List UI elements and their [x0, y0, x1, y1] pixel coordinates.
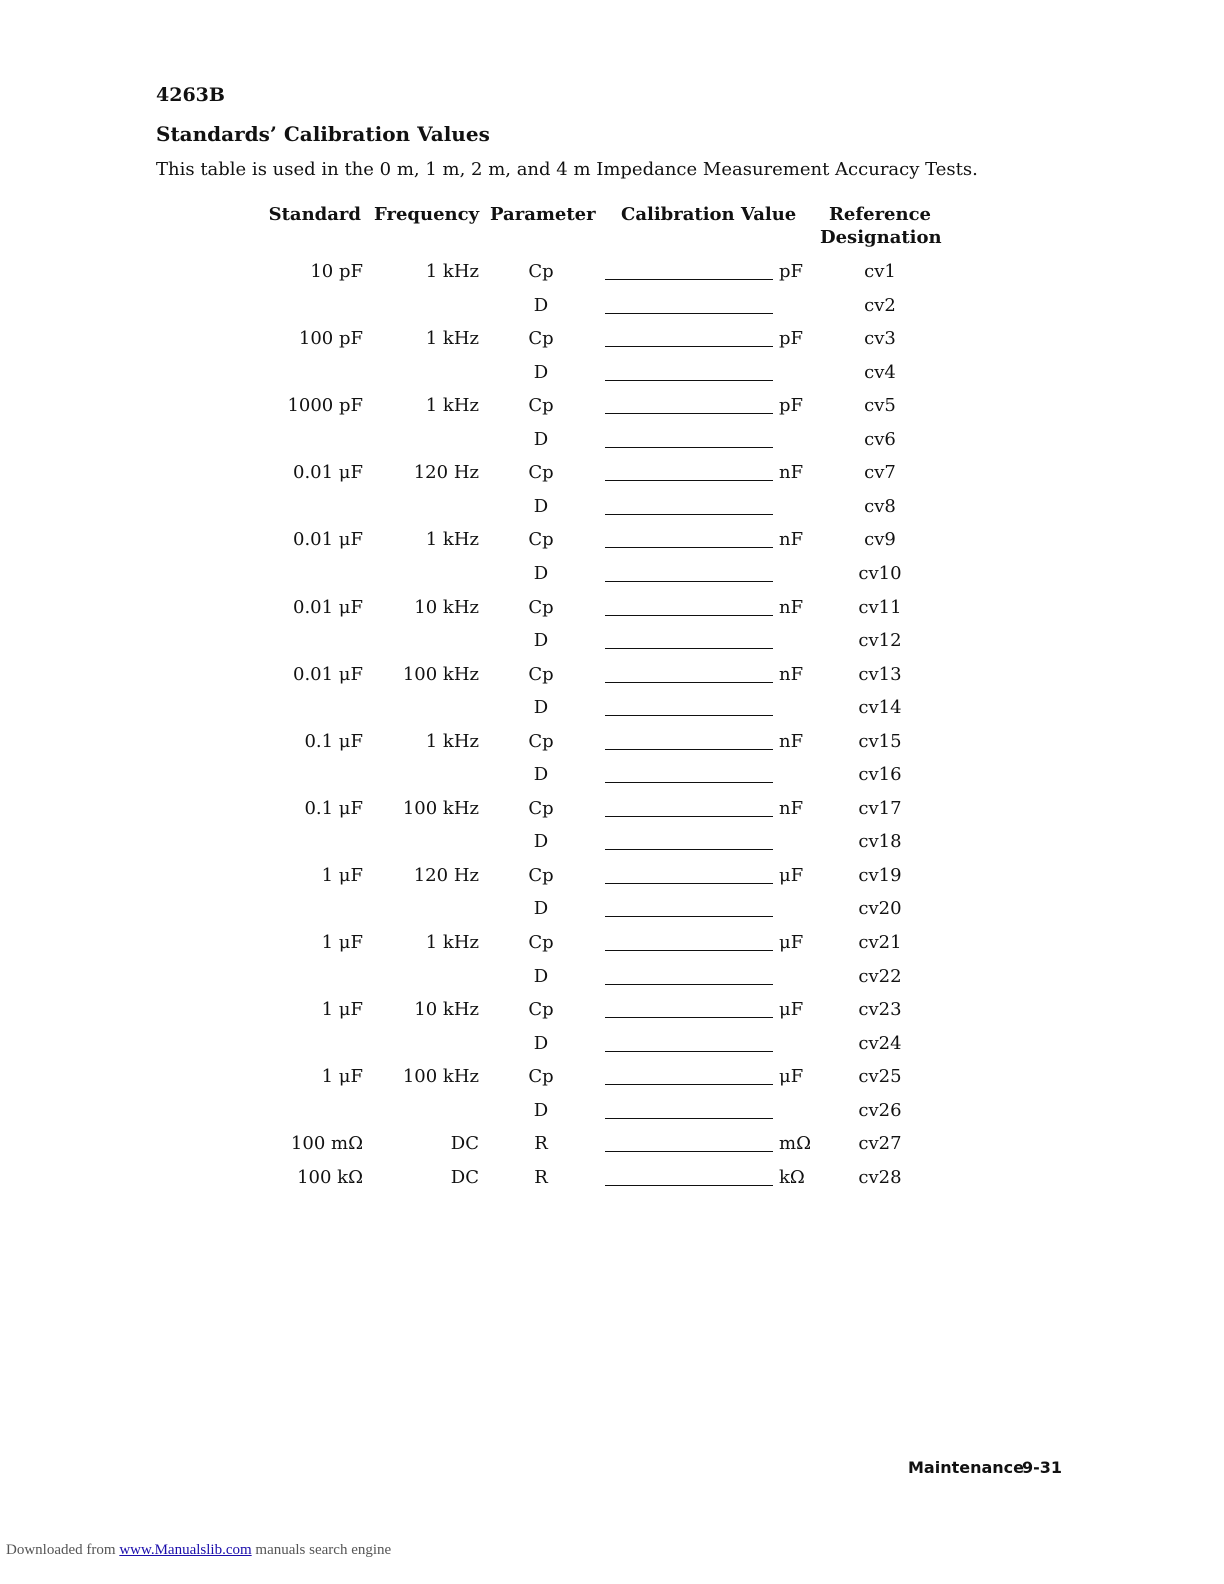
reference-cell: cv26 [858, 1100, 902, 1121]
reference-cell: cv28 [858, 1167, 902, 1188]
unit-cell: μF [779, 999, 804, 1020]
calibration-value-blank[interactable] [605, 313, 773, 314]
table-row [0, 1166, 1224, 1190]
frequency-cell: 100 kHz [402, 1066, 479, 1087]
header-parameter: Parameter [490, 204, 596, 225]
unit-cell: μF [779, 1066, 804, 1087]
reference-cell: cv11 [858, 597, 902, 618]
calibration-value-blank[interactable] [605, 984, 773, 985]
frequency-cell: 100 kHz [402, 664, 479, 685]
unit-cell: μF [779, 865, 804, 886]
download-watermark [6, 1542, 391, 1559]
parameter-cell: Cp [528, 529, 554, 550]
reference-cell: cv23 [858, 999, 902, 1020]
header-standard: Standard [268, 204, 361, 225]
calibration-value-blank[interactable] [605, 950, 773, 951]
standard-cell: 0.1 μF [304, 798, 363, 819]
parameter-cell: Cp [528, 462, 554, 483]
calibration-value-blank[interactable] [605, 816, 773, 817]
frequency-cell: 120 Hz [413, 462, 479, 483]
reference-cell: cv4 [864, 362, 896, 383]
reference-cell: cv25 [858, 1066, 902, 1087]
frequency-cell: 1 kHz [425, 932, 479, 953]
parameter-cell: D [533, 563, 549, 584]
reference-cell: cv18 [858, 831, 902, 852]
unit-cell: pF [779, 395, 804, 416]
parameter-cell: D [533, 1033, 549, 1054]
calibration-value-blank[interactable] [605, 1185, 773, 1186]
calibration-value-blank[interactable] [605, 1017, 773, 1018]
table-row [0, 730, 1224, 754]
calibration-value-blank[interactable] [605, 883, 773, 884]
calibration-value-blank[interactable] [605, 547, 773, 548]
parameter-cell: Cp [528, 328, 554, 349]
frequency-cell: 1 kHz [425, 529, 479, 550]
parameter-cell: Cp [528, 731, 554, 752]
header-calibration-value: Calibration Value [621, 204, 797, 225]
calibration-value-blank[interactable] [605, 1118, 773, 1119]
unit-cell: nF [779, 731, 804, 752]
parameter-cell: Cp [528, 865, 554, 886]
calibration-value-blank[interactable] [605, 480, 773, 481]
table-row [0, 696, 1224, 720]
calibration-value-blank[interactable] [605, 279, 773, 280]
reference-cell: cv22 [858, 966, 902, 987]
table-row [0, 1099, 1224, 1123]
parameter-cell: D [533, 362, 549, 383]
standard-cell: 100 kΩ [297, 1167, 363, 1188]
calibration-value-blank[interactable] [605, 682, 773, 683]
reference-cell: cv17 [858, 798, 902, 819]
parameter-cell: Cp [528, 798, 554, 819]
table-row [0, 596, 1224, 620]
parameter-cell: D [533, 630, 549, 651]
calibration-value-blank[interactable] [605, 749, 773, 750]
table-row [0, 1065, 1224, 1089]
reference-cell: cv14 [858, 697, 902, 718]
calibration-value-blank[interactable] [605, 413, 773, 414]
reference-cell: cv8 [864, 496, 896, 517]
parameter-cell: R [534, 1167, 548, 1188]
calibration-value-blank[interactable] [605, 916, 773, 917]
parameter-cell: D [533, 764, 549, 785]
frequency-cell: DC [450, 1167, 479, 1188]
unit-cell: nF [779, 597, 804, 618]
standard-cell: 10 pF [310, 261, 363, 282]
table-row [0, 495, 1224, 519]
unit-cell: mΩ [779, 1133, 811, 1154]
table-row [0, 864, 1224, 888]
table-row [0, 897, 1224, 921]
standard-cell: 1 μF [321, 865, 363, 886]
unit-cell: nF [779, 798, 804, 819]
parameter-cell: Cp [528, 932, 554, 953]
page-number: 9-31 [1022, 1458, 1063, 1477]
parameter-cell: Cp [528, 1066, 554, 1087]
reference-cell: cv12 [858, 630, 902, 651]
frequency-cell: 10 kHz [414, 597, 479, 618]
table-row [0, 528, 1224, 552]
unit-cell: nF [779, 529, 804, 550]
table-row [0, 260, 1224, 284]
reference-cell: cv24 [858, 1033, 902, 1054]
calibration-value-blank[interactable] [605, 615, 773, 616]
parameter-cell: D [533, 697, 549, 718]
standard-cell: 1 μF [321, 999, 363, 1020]
unit-cell: μF [779, 932, 804, 953]
table-row [0, 797, 1224, 821]
frequency-cell: 1 kHz [425, 731, 479, 752]
table-row [0, 461, 1224, 485]
table-row [0, 428, 1224, 452]
parameter-cell: D [533, 966, 549, 987]
watermark-suffix: manuals search engine [251, 1542, 392, 1558]
frequency-cell: 1 kHz [425, 328, 479, 349]
table-row [0, 998, 1224, 1022]
standard-cell: 0.01 μF [293, 462, 363, 483]
reference-cell: cv2 [864, 295, 896, 316]
reference-cell: cv20 [858, 898, 902, 919]
reference-cell: cv27 [858, 1133, 902, 1154]
table-row [0, 1032, 1224, 1056]
parameter-cell: Cp [528, 999, 554, 1020]
table-row [0, 327, 1224, 351]
calibration-value-blank[interactable] [605, 715, 773, 716]
calibration-value-blank[interactable] [605, 346, 773, 347]
reference-cell: cv21 [858, 932, 902, 953]
frequency-cell: 1 kHz [425, 395, 479, 416]
table-row [0, 965, 1224, 989]
reference-cell: cv1 [864, 261, 896, 282]
frequency-cell: 120 Hz [413, 865, 479, 886]
standard-cell: 100 pF [298, 328, 363, 349]
reference-cell: cv15 [858, 731, 902, 752]
parameter-cell: D [533, 496, 549, 517]
reference-cell: cv3 [864, 328, 896, 349]
reference-cell: cv19 [858, 865, 902, 886]
intro-text: This table is used in the 0 m, 1 m, 2 m, and 4 m Impedance Measurement Accuracy Tests. [156, 159, 978, 180]
reference-cell: cv16 [858, 764, 902, 785]
reference-cell: cv6 [864, 429, 896, 450]
parameter-cell: Cp [528, 395, 554, 416]
calibration-value-blank[interactable] [605, 1084, 773, 1085]
table-row [0, 562, 1224, 586]
frequency-cell: 1 kHz [425, 261, 479, 282]
table-row [0, 294, 1224, 318]
reference-cell: cv5 [864, 395, 896, 416]
calibration-value-blank[interactable] [605, 514, 773, 515]
table-row [0, 361, 1224, 385]
parameter-cell: Cp [528, 261, 554, 282]
frequency-cell: 100 kHz [402, 798, 479, 819]
frequency-cell: 10 kHz [414, 999, 479, 1020]
table-row [0, 1132, 1224, 1156]
standard-cell: 1 μF [321, 932, 363, 953]
standard-cell: 1 μF [321, 1066, 363, 1087]
watermark-prefix: Downloaded from [6, 1542, 120, 1558]
calibration-value-blank[interactable] [605, 447, 773, 448]
reference-cell: cv13 [858, 664, 902, 685]
parameter-cell: D [533, 429, 549, 450]
parameter-cell: D [533, 831, 549, 852]
table-row [0, 663, 1224, 687]
parameter-cell: Cp [528, 664, 554, 685]
frequency-cell: DC [450, 1133, 479, 1154]
calibration-value-blank[interactable] [605, 380, 773, 381]
calibration-value-blank[interactable] [605, 581, 773, 582]
table-row [0, 629, 1224, 653]
unit-cell: kΩ [779, 1167, 805, 1188]
table-row [0, 931, 1224, 955]
parameter-cell: R [534, 1133, 548, 1154]
table-row [0, 763, 1224, 787]
standard-cell: 0.1 μF [304, 731, 363, 752]
section-title: Standards’ Calibration Values [156, 122, 490, 146]
header-reference-designation [820, 203, 940, 249]
table-row [0, 830, 1224, 854]
calibration-value-blank[interactable] [605, 849, 773, 850]
standard-cell: 0.01 μF [293, 597, 363, 618]
parameter-cell: Cp [528, 597, 554, 618]
parameter-cell: D [533, 898, 549, 919]
parameter-cell: D [533, 1100, 549, 1121]
unit-cell: nF [779, 664, 804, 685]
parameter-cell: D [533, 295, 549, 316]
unit-cell: pF [779, 261, 804, 282]
model-number: 4263B [156, 84, 225, 106]
standard-cell: 100 mΩ [290, 1133, 363, 1154]
calibration-value-blank[interactable] [605, 1151, 773, 1152]
unit-cell: nF [779, 462, 804, 483]
standard-cell: 0.01 μF [293, 529, 363, 550]
header-reference-line2: Designation [820, 227, 942, 248]
standard-cell: 0.01 μF [293, 664, 363, 685]
calibration-value-blank[interactable] [605, 782, 773, 783]
footer-section-label: Maintenance [908, 1458, 1025, 1477]
reference-cell: cv7 [864, 462, 896, 483]
header-reference-line1: Reference [828, 204, 932, 225]
reference-cell: cv9 [864, 529, 896, 550]
unit-cell: pF [779, 328, 804, 349]
reference-cell: cv10 [858, 563, 902, 584]
calibration-value-blank[interactable] [605, 648, 773, 649]
header-frequency: Frequency [374, 204, 480, 225]
table-row [0, 394, 1224, 418]
manualslib-link[interactable]: www.Manualslib.com [119, 1542, 252, 1558]
standard-cell: 1000 pF [287, 395, 363, 416]
calibration-value-blank[interactable] [605, 1051, 773, 1052]
